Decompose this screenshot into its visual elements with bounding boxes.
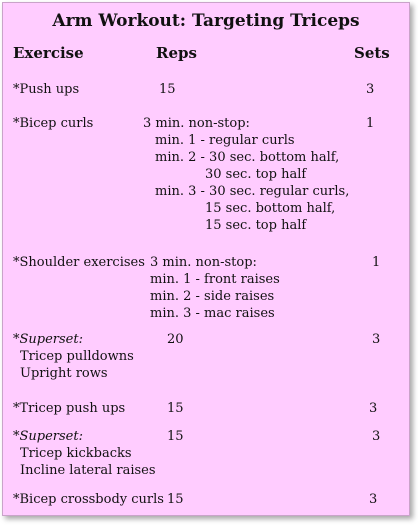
row-superset-1-reps: 20 bbox=[167, 332, 184, 347]
header-exercise: Exercise bbox=[13, 44, 84, 62]
row-shoulder-reps bbox=[150, 254, 280, 322]
row-superset-2-reps: 15 bbox=[167, 429, 184, 444]
reps-line: min. 1 - regular curls bbox=[155, 133, 295, 148]
reps-line: min. 3 - mac raises bbox=[150, 306, 275, 321]
header-sets: Sets bbox=[354, 44, 390, 62]
superset-sub-item: Incline lateral raises bbox=[20, 463, 156, 478]
reps-line: min. 2 - side raises bbox=[150, 289, 275, 304]
row-shoulder-sets: 1 bbox=[372, 255, 381, 270]
row-crossbody-reps: 15 bbox=[167, 492, 184, 507]
header-reps: Reps bbox=[156, 44, 197, 62]
row-crossbody-sets: 3 bbox=[369, 492, 378, 507]
row-tricep-pushups-reps: 15 bbox=[167, 401, 184, 416]
row-bicep-curls-reps bbox=[143, 115, 349, 234]
superset-label: Superset: bbox=[19, 429, 83, 444]
row-pushups-exercise: *Push ups bbox=[13, 82, 80, 97]
reps-line: min. 3 - 30 sec. regular curls, bbox=[155, 184, 350, 199]
superset-prefix: * bbox=[13, 429, 20, 444]
row-shoulder-exercise: *Shoulder exercises bbox=[13, 255, 145, 270]
superset-sub-item: Upright rows bbox=[20, 366, 108, 381]
superset-label: Superset: bbox=[19, 332, 83, 347]
reps-line: 15 sec. bottom half, bbox=[205, 201, 336, 216]
row-superset-2-sets: 3 bbox=[372, 429, 381, 444]
reps-line: min. 2 - 30 sec. bottom half, bbox=[155, 150, 340, 165]
row-superset-2-exercise bbox=[13, 428, 156, 479]
workout-card bbox=[2, 2, 410, 516]
row-pushups-sets: 3 bbox=[366, 82, 375, 97]
reps-line: 3 min. non-stop: bbox=[143, 116, 250, 131]
row-superset-1-sets: 3 bbox=[372, 332, 381, 347]
row-crossbody-exercise: *Bicep crossbody curls bbox=[13, 492, 164, 507]
row-bicep-curls-sets: 1 bbox=[366, 116, 375, 131]
superset-sub-item: Tricep pulldowns bbox=[20, 349, 134, 364]
superset-sub-item: Tricep kickbacks bbox=[20, 446, 132, 461]
row-tricep-pushups-sets: 3 bbox=[369, 401, 378, 416]
reps-line: 30 sec. top half bbox=[205, 167, 307, 182]
reps-line: 15 sec. top half bbox=[205, 218, 307, 233]
reps-line: 3 min. non-stop: bbox=[150, 255, 257, 270]
reps-line: min. 1 - front raises bbox=[150, 272, 280, 287]
row-tricep-pushups-exercise: *Tricep push ups bbox=[13, 401, 126, 416]
row-superset-1-exercise bbox=[13, 331, 134, 382]
row-bicep-curls-exercise: *Bicep curls bbox=[13, 116, 94, 131]
page-title: Arm Workout: Targeting Triceps bbox=[52, 11, 360, 31]
row-pushups-reps: 15 bbox=[159, 82, 176, 97]
superset-prefix: * bbox=[13, 332, 20, 347]
